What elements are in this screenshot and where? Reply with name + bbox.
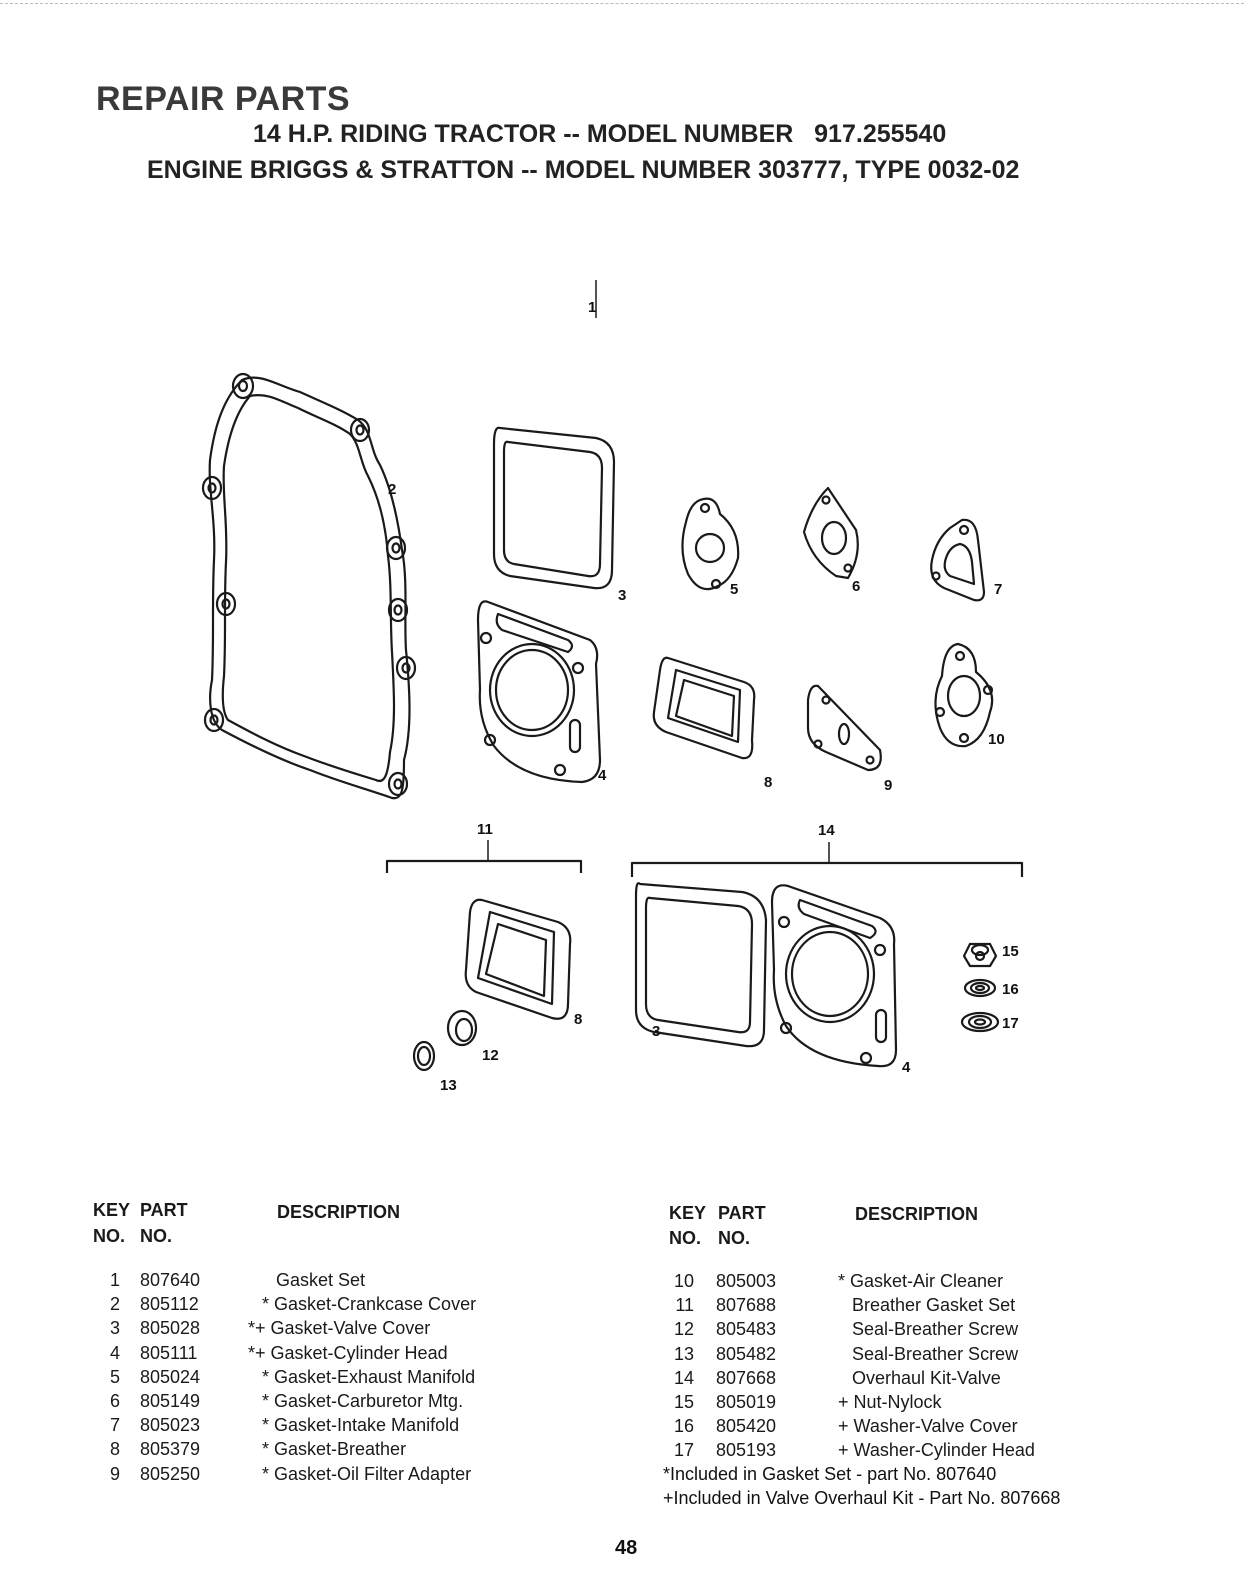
callout-12: 12 xyxy=(482,1047,499,1064)
part-number: 805250 xyxy=(140,1463,201,1484)
header-key-no: NO. xyxy=(93,1226,126,1246)
callout-13: 13 xyxy=(440,1077,457,1094)
header-key-right: KEY xyxy=(669,1203,707,1223)
header-part-no-right: NO. xyxy=(718,1228,751,1248)
key-number: 1 xyxy=(109,1270,120,1290)
callout-17: 17 xyxy=(1002,1015,1019,1032)
header-description-right: DESCRIPTION xyxy=(855,1204,979,1224)
part-description: * Gasket-Intake Manifold xyxy=(262,1415,460,1436)
cylinder-head-gasket-kit-drawing xyxy=(772,885,896,1066)
callout-6: 6 xyxy=(852,578,861,595)
nylock-nut-drawing xyxy=(964,944,996,966)
key-number: 8 xyxy=(109,1439,120,1460)
part-description: Breather Gasket Set xyxy=(852,1295,1016,1316)
part-number: 805112 xyxy=(140,1294,199,1315)
part-description: * Gasket-Crankcase Cover xyxy=(262,1294,477,1315)
key-number: 9 xyxy=(109,1463,120,1484)
breather-gasket-kit-drawing xyxy=(466,900,571,1019)
part-description: + Nut-Nylock xyxy=(838,1392,942,1412)
part-description: Overhaul Kit-Valve xyxy=(852,1367,1001,1388)
table-row xyxy=(0,1392,1244,1416)
valve-cover-gasket-kit-drawing xyxy=(636,883,766,1046)
bracket-breather-set xyxy=(387,840,581,873)
key-number: 16 xyxy=(673,1416,694,1437)
callout-7: 7 xyxy=(994,581,1003,598)
carburetor-gasket-drawing xyxy=(804,488,858,578)
breather-gasket-drawing xyxy=(654,658,755,758)
key-number: 4 xyxy=(109,1342,120,1363)
key-number: 12 xyxy=(673,1319,694,1340)
callout-4: 4 xyxy=(598,767,607,784)
part-number: 805019 xyxy=(716,1392,777,1412)
part-number: 805483 xyxy=(716,1319,777,1340)
callout-3: 3 xyxy=(618,587,627,604)
part-number: 805024 xyxy=(140,1366,201,1387)
page-number: 48 xyxy=(615,1537,638,1559)
key-number: 15 xyxy=(673,1392,694,1412)
table-row xyxy=(0,1440,1244,1464)
callout-11: 11 xyxy=(477,821,493,838)
callout-2: 2 xyxy=(388,481,397,498)
part-description: *+ Gasket-Valve Cover xyxy=(248,1318,431,1339)
header-part: PART xyxy=(140,1200,188,1220)
key-number: 17 xyxy=(673,1440,694,1461)
page-title: REPAIR PARTS xyxy=(96,80,351,118)
cylinder-head-washer-drawing xyxy=(962,1013,998,1031)
part-number: 805149 xyxy=(140,1391,201,1411)
exhaust-manifold-gasket-drawing xyxy=(682,499,738,590)
key-number: 14 xyxy=(673,1367,694,1388)
key-number: 3 xyxy=(109,1318,120,1339)
bracket-gasket-set xyxy=(187,280,1017,318)
oil-filter-adapter-gasket-drawing xyxy=(808,686,881,770)
part-number: 805003 xyxy=(716,1271,777,1291)
breather-screw-seal-12-drawing xyxy=(448,1011,476,1045)
key-number: 13 xyxy=(673,1343,694,1364)
tractor-model-heading: 14 H.P. RIDING TRACTOR -- MODEL NUMBER 917.255540 xyxy=(253,120,947,148)
part-number: 807668 xyxy=(716,1367,777,1388)
part-number: 805193 xyxy=(716,1440,777,1461)
header-key-no-right: NO. xyxy=(669,1228,702,1248)
valve-cover-gasket-drawing xyxy=(494,428,614,588)
callout-9: 9 xyxy=(884,777,893,794)
breather-screw-seal-13-drawing xyxy=(414,1042,434,1070)
key-number: 2 xyxy=(109,1294,120,1315)
table-row xyxy=(0,1344,1244,1368)
part-number: 807688 xyxy=(716,1295,777,1316)
callout-14: 14 xyxy=(818,822,835,839)
table-row xyxy=(0,1416,1244,1440)
callout-8b: 8 xyxy=(574,1011,583,1028)
part-description: * Gasket-Air Cleaner xyxy=(838,1271,1004,1291)
header-part-no: NO. xyxy=(140,1226,173,1246)
callout-4b: 4 xyxy=(902,1059,911,1076)
table-row xyxy=(0,1464,1244,1488)
bracket-valve-kit xyxy=(632,842,1022,877)
part-description: *+ Gasket-Cylinder Head xyxy=(248,1342,448,1363)
callout-16: 16 xyxy=(1002,981,1019,998)
key-number: 7 xyxy=(109,1415,120,1436)
callout-10: 10 xyxy=(988,731,1005,748)
part-description: + Washer-Cylinder Head xyxy=(838,1440,1035,1461)
part-description: + Washer-Valve Cover xyxy=(838,1416,1018,1437)
callout-1: 1 xyxy=(588,299,597,316)
footnote-valve-kit: +Included in Valve Overhaul Kit - Part No. 807668 xyxy=(663,1488,1061,1508)
table-row xyxy=(0,1271,1244,1295)
part-description: * Gasket-Breather xyxy=(262,1439,407,1460)
part-number: 805420 xyxy=(716,1416,777,1437)
crankcase-cover-gasket-drawing xyxy=(203,374,415,798)
part-description: * Gasket-Carburetor Mtg. xyxy=(262,1391,464,1411)
part-description: Gasket Set xyxy=(276,1270,366,1290)
table-row xyxy=(0,1368,1244,1392)
engine-model-heading: ENGINE BRIGGS & STRATTON -- MODEL NUMBER 303777, TYPE 0032-02 xyxy=(147,156,1020,184)
valve-cover-washer-drawing xyxy=(965,980,995,996)
footnote-gasket-set: *Included in Gasket Set - part No. 807640 xyxy=(663,1464,997,1484)
key-number: 5 xyxy=(109,1366,120,1387)
key-number: 10 xyxy=(673,1271,694,1291)
part-number: 807640 xyxy=(140,1270,201,1290)
part-description: Seal-Breather Screw xyxy=(852,1343,1019,1364)
part-description: * Gasket-Exhaust Manifold xyxy=(262,1366,476,1387)
callout-3b: 3 xyxy=(652,1023,661,1040)
part-description: Seal-Breather Screw xyxy=(852,1319,1019,1340)
part-number: 805379 xyxy=(140,1439,201,1460)
air-cleaner-gasket-drawing xyxy=(935,644,992,746)
key-number: 6 xyxy=(109,1391,120,1411)
key-number: 11 xyxy=(675,1295,694,1316)
header-description: DESCRIPTION xyxy=(277,1202,401,1222)
table-row xyxy=(0,1319,1244,1343)
part-number: 805028 xyxy=(140,1318,201,1339)
callout-8: 8 xyxy=(764,774,773,791)
part-number: 805111 xyxy=(140,1342,198,1363)
part-number: 805023 xyxy=(140,1415,201,1436)
callout-15: 15 xyxy=(1002,943,1019,960)
top-rule xyxy=(0,3,1244,4)
part-number: 805482 xyxy=(716,1343,777,1364)
table-row xyxy=(0,1295,1244,1319)
header-key: KEY xyxy=(93,1200,131,1220)
part-description: * Gasket-Oil Filter Adapter xyxy=(262,1463,472,1484)
cylinder-head-gasket-drawing xyxy=(478,601,600,782)
callout-5: 5 xyxy=(730,581,739,598)
intake-manifold-gasket-drawing xyxy=(931,520,984,601)
exploded-parts-diagram xyxy=(0,280,1244,1100)
header-part-right: PART xyxy=(718,1203,766,1223)
